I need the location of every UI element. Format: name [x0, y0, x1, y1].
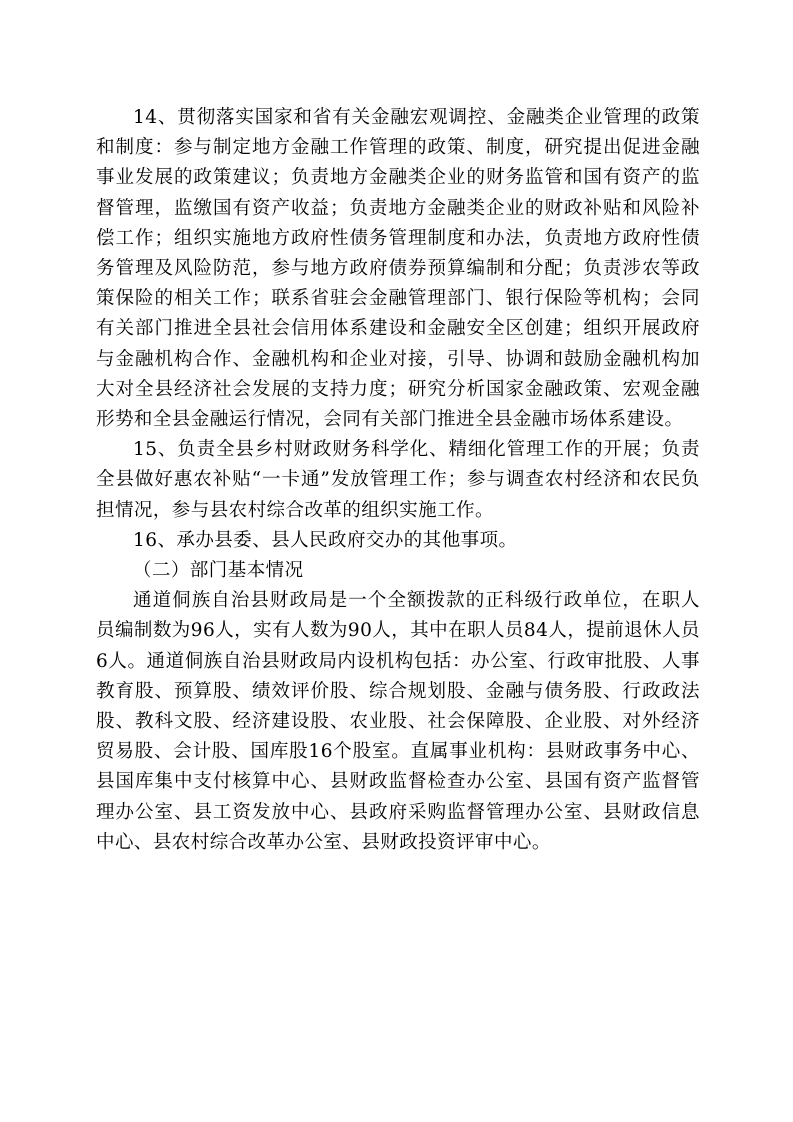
section-heading: （二）部门基本情况 — [133, 560, 304, 582]
paragraph-item-16: 16、承办县委、县人民政府交办的其他事项。 — [133, 529, 518, 551]
paragraph-item-15: 15、负责全县乡村财政财务科学化、精细化管理工作的开展；负责全县做好惠农补贴“一卡通”发放管理工作；参与调查农村经济和农民负担情况，参与县农村综合改革的组织实施工作。 — [96, 439, 700, 521]
paragraph-item-14: 14、贯彻落实国家和省有关金融宏观调控、金融类企业管理的政策和制度：参与制定地方金融工作管理的政策、制度，研究提出促进金融事业发展的政策建议；负责地方金融类企业的财务监管和国有资产的监督管理，监缴国有资产收益；负责地方金融类企业的财政补贴和风险补偿工作；组织实施地方政府性债务管理制度和办法，负责地方政府性债务管理及风险防范，参与地方政府债券预算编制和分配；负责涉农等政策保险的相关工作；联系省驻会金融管理部门、银行保险等机构；会同有关部门推进全县社会信用体系建设和金融安全区创建；组织开展政府与金融机构合作、金融机构和企业对接，引导、协调和鼓励金融机构加大对全县经济社会发展的支持力度；研究分析国家金融政策、宏观金融形势和全县金融运行情况，会同有关部门推进全县金融市场体系建设。 — [96, 107, 700, 431]
document-body — [96, 103, 700, 858]
paragraph-department-basic-info: 通道侗族自治县财政局是一个全额拨款的正科级行政单位，在职人员编制数为96人，实有人数为90人，其中在职人员84人，提前退休人员6人。通道侗族自治县财政局内设机构包括：办公室、行政审批股、人事教育股、预算股、绩效评价股、综合规划股、金融与债务股、行政政法股、教科文股、经济建设股、农业股、社会保障股、企业股、对外经济贸易股、会计股、国库股16个股室。直属事业机构：县财政事务中心、县国库集中支付核算中心、县财政监督检查办公室、县国有资产监督管理办公室、县工资发放中心、县政府采购监督管理办公室、县财政信息中心、县农村综合改革办公室、县财政投资评审中心。 — [96, 590, 700, 853]
